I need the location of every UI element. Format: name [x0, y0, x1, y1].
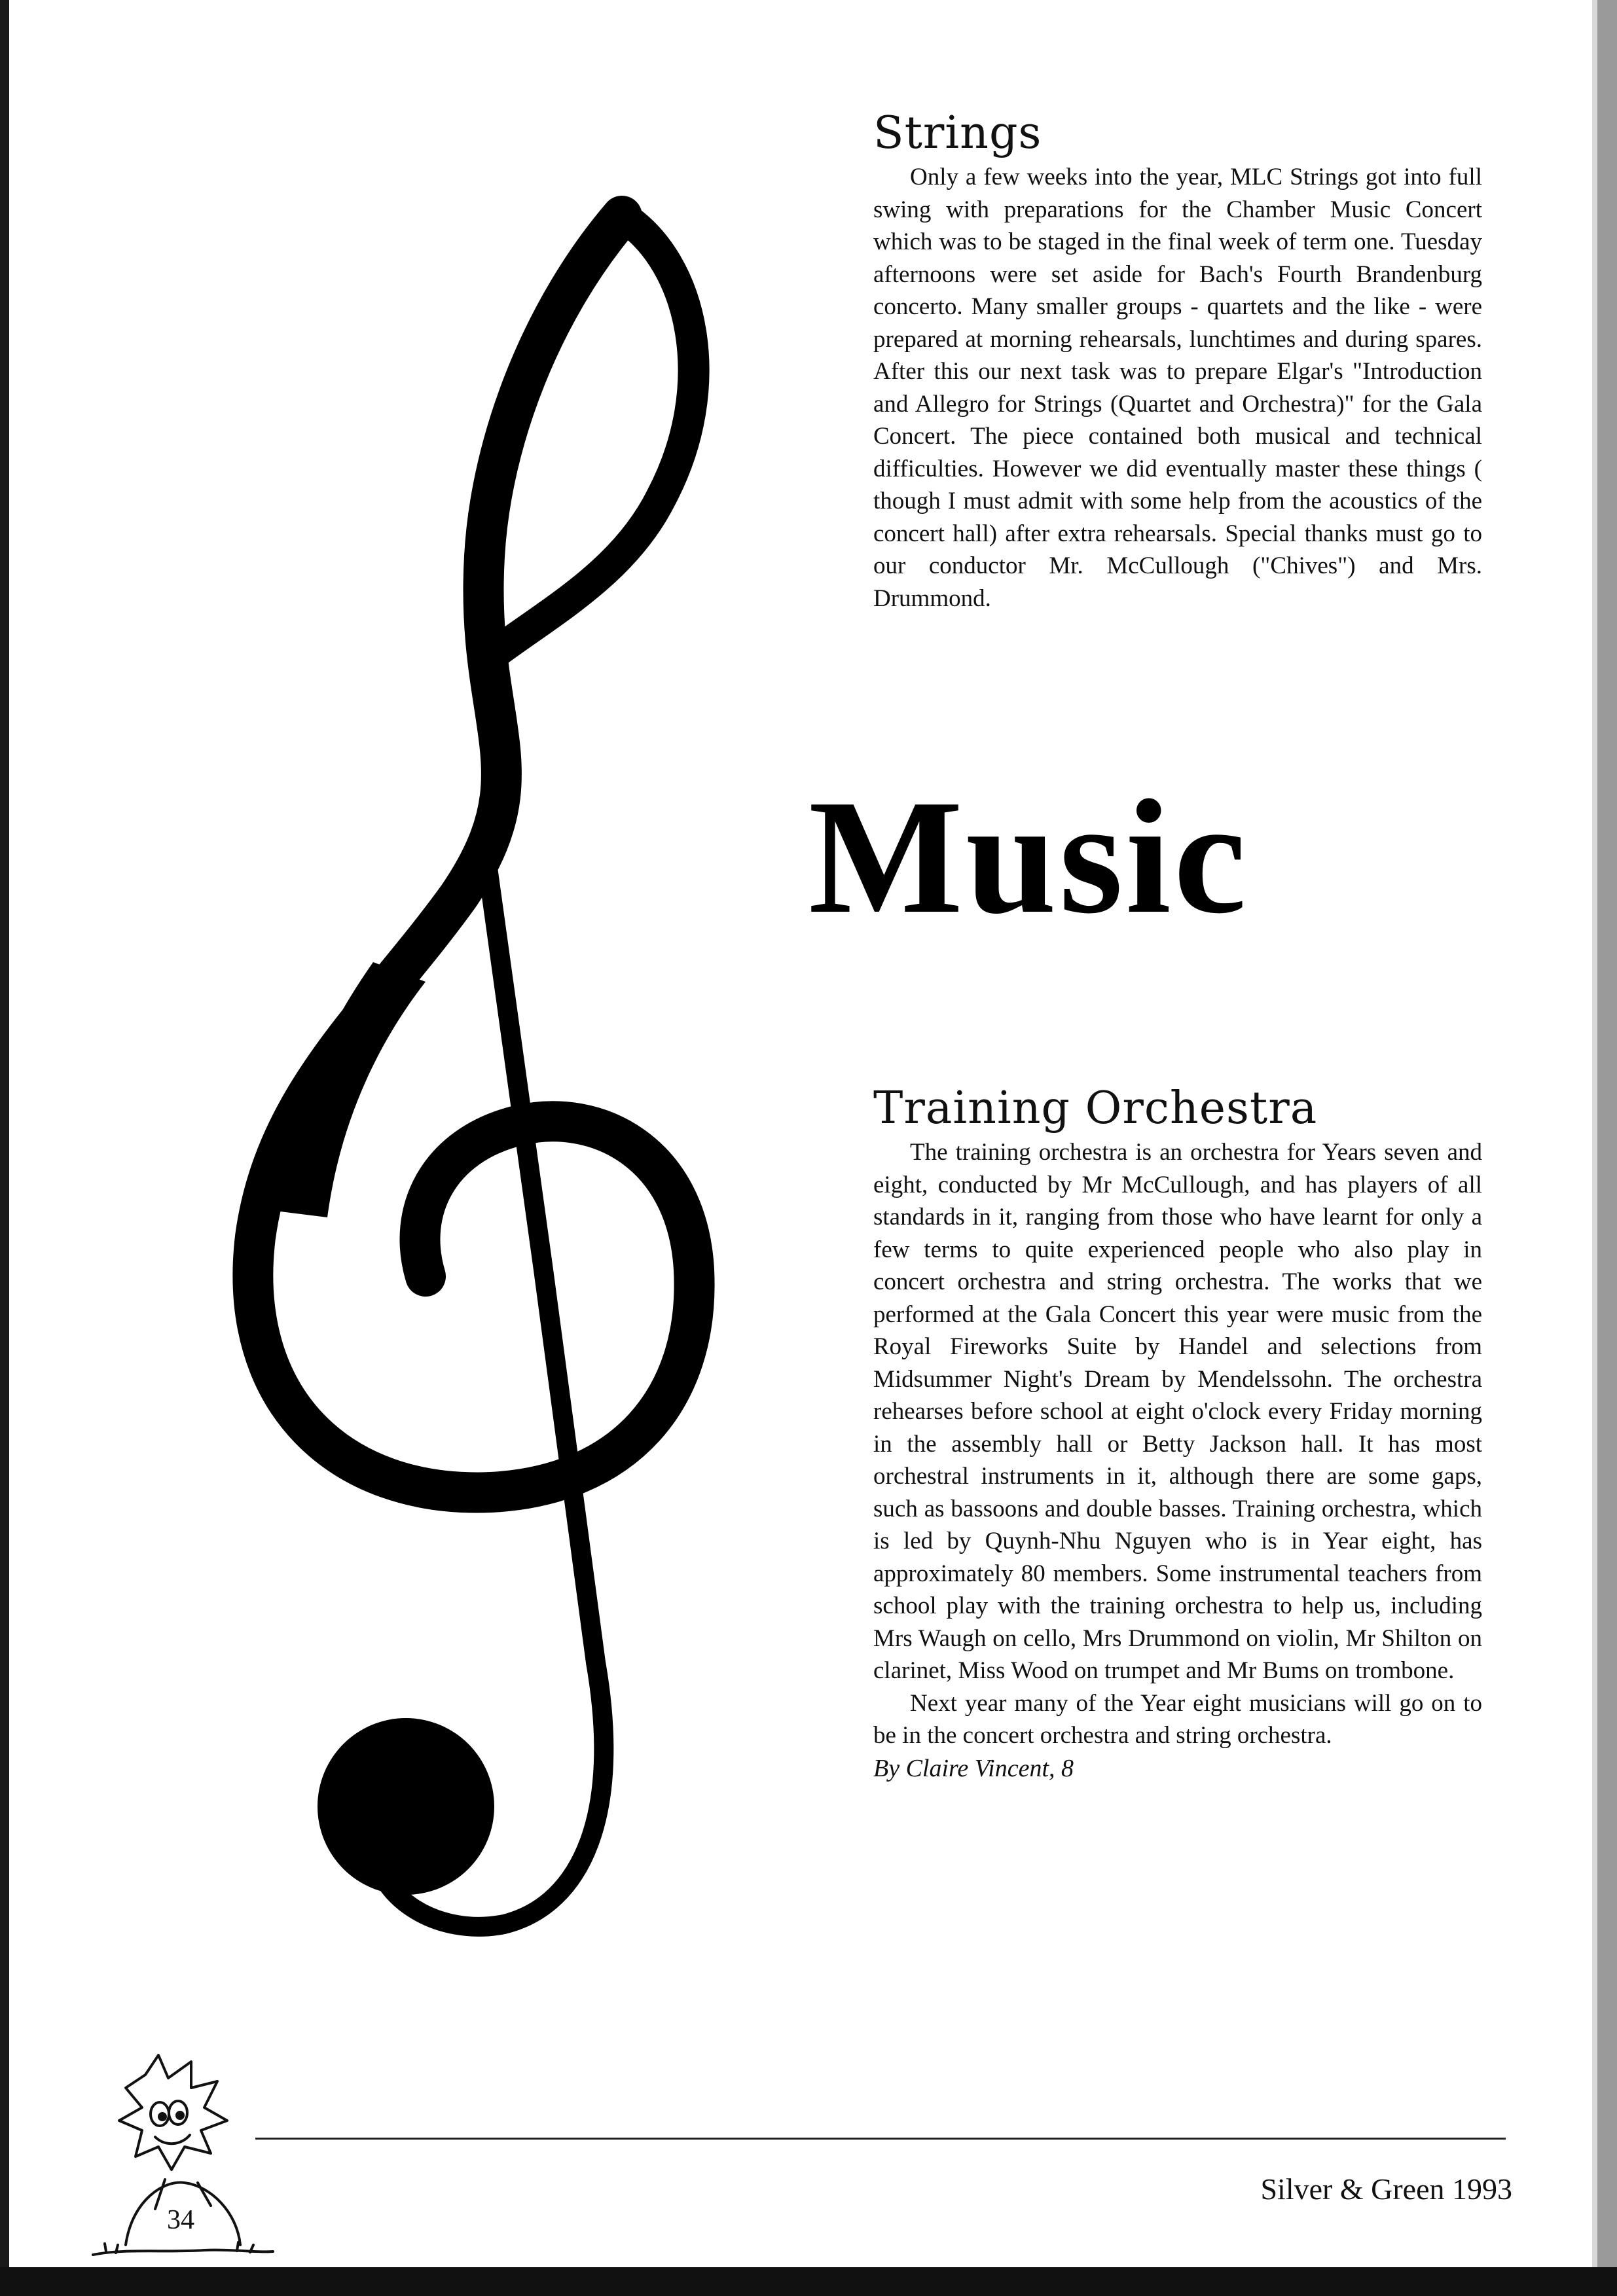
page-title: Music — [808, 766, 1249, 948]
training-paragraph-2: Next year many of the Year eight musicians will go on to be in the concert orchestra and string orchestra. — [873, 1689, 1482, 1749]
strings-heading: Strings — [873, 107, 1042, 159]
byline: By Claire Vincent, 8 — [873, 1754, 1074, 1782]
strings-section — [873, 107, 1482, 615]
scan-edge-right — [1597, 0, 1617, 2296]
scan-edge-bottom — [0, 2267, 1617, 2296]
treble-clef-icon — [177, 190, 838, 1983]
footer-publication: Silver & Green 1993 — [1260, 2172, 1512, 2206]
scan-edge-right-shadow — [1592, 0, 1597, 2296]
footer-rule — [255, 2138, 1506, 2140]
scan-edge-left — [0, 0, 9, 2296]
strings-body: Only a few weeks into the year, MLC Strings got into full swing with preparations for the Chamber Music Concert which was to be staged in the final week of term one. Tuesday afternoons were set aside for Bach's Fourth Brandenburg concerto. Many smaller groups - quartets and the like - were prepared at morning rehearsals, lunchtimes and during spares. After this our next task was to prepare Elgar's "Introduction and Allegro for Strings (Quartet and Orchestra)" for the Gala Concert. The piece contained both musical and technical difficulties. However we did eventually master these things ( though I must admit with some help from the acoustics of the concert hall) after extra rehearsals. Special thanks must go to our conductor Mr. McCullough ("Chives") and Mrs. Drummond. — [873, 164, 1482, 612]
training-orchestra-section — [873, 1083, 1482, 1785]
training-paragraph-1: The training orchestra is an orchestra for Years seven and eight, conducted by Mr McCullough, and has players of all standards in it, ranging from those who have learnt for only a few terms to quite experienced people who also play in concert orchestra and string orchestra. The works that we performed at the Gala Concert this year were music from the Royal Fireworks Suite by Handel and selections from Midsummer Night's Dream by Mendelssohn. The orchestra rehearses before school at eight o'clock every Friday morning in the assembly hall or Betty Jackson hall. It has most orchestral instruments in it, although there are some gaps, such as bassoons and double basses. Training orchestra, which is led by Quynh-Nhu Nguyen who is in Year eight, has approximately 80 members. Some instrumental teachers from school play with the training orchestra to help us, including Mrs Waugh on cello, Mrs Drummond on violin, Mr Shilton on clarinet, Miss Wood on trumpet and Mr Bums on trombone. — [873, 1139, 1482, 1684]
training-heading: Training Orchestra — [873, 1083, 1318, 1134]
page-number: 34 — [167, 2205, 194, 2235]
